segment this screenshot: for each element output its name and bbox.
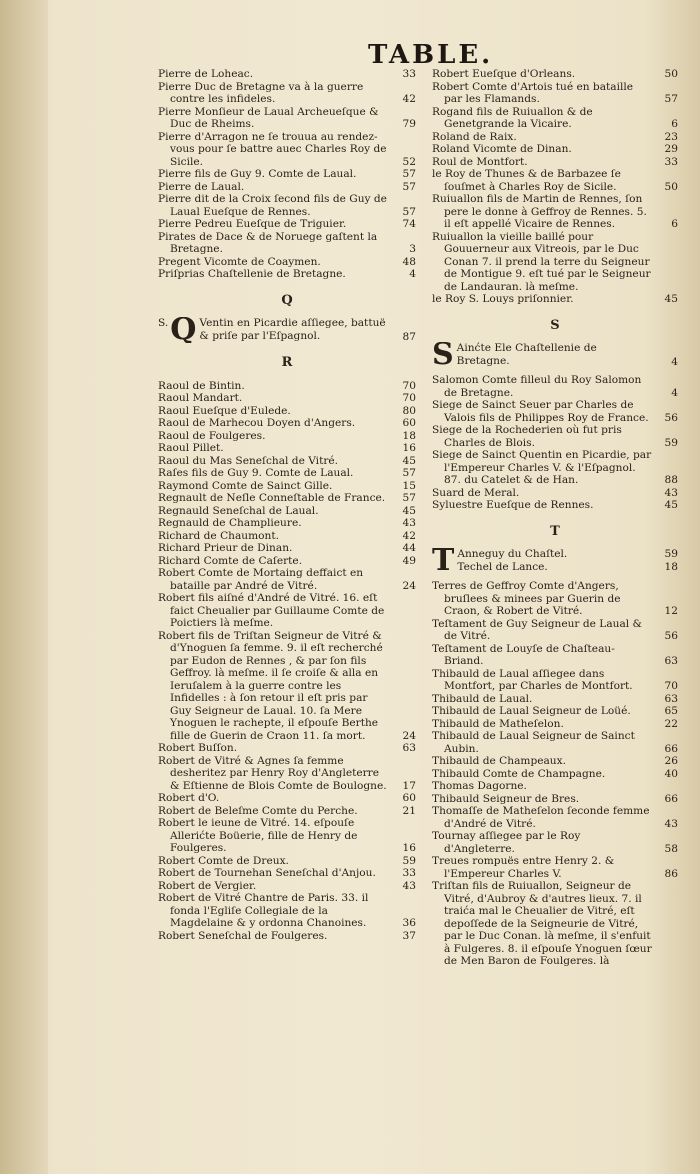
- entry-page: 6: [671, 218, 678, 230]
- entry-text: Robert de Vitré & Agnes ſa femme desheritez par Henry Roy d'Angleterre & Eſtienne de Blois Comte de Boulogne.: [158, 754, 387, 792]
- entry-row: [432, 561, 678, 574]
- entry-text: Raoul Eueſque d'Eulede.: [158, 404, 291, 417]
- entry-page: 18: [402, 429, 416, 442]
- index-entry: [158, 592, 416, 630]
- entry-text: Pierre fils de Guy 9. Comte de Laual.: [158, 168, 357, 180]
- entry-page: 18: [664, 560, 678, 573]
- entry-page: 12: [664, 605, 678, 617]
- index-entry: [432, 768, 678, 781]
- index-entry: [158, 892, 416, 930]
- entry-text: Thomaſſe de Matheſelon ſeconde femme d'André de Vitré.: [432, 805, 650, 830]
- index-entry: [432, 668, 678, 693]
- left-column: [158, 68, 416, 942]
- entry-text: Thomas Dagorne.: [432, 780, 527, 792]
- entry-text: Raoul de Bintin.: [158, 379, 245, 392]
- index-entry: [158, 442, 416, 455]
- entry-page: 33: [402, 867, 416, 879]
- entry-page: 48: [402, 255, 416, 268]
- entry-page: 63: [402, 742, 416, 754]
- entry-text: Terres de Geffroy Comte d'Angers, bruſlees & minees par Guerin de Craon, & Robert de Vitré.: [432, 580, 621, 617]
- index-entry: [158, 81, 416, 106]
- entry-page: 43: [402, 517, 416, 529]
- entry-page: 50: [664, 180, 678, 193]
- section-heading-q: Q: [281, 292, 293, 308]
- drop-cap-t: T: [432, 548, 455, 574]
- entry-page: 3: [409, 243, 416, 255]
- index-entry: [432, 81, 678, 106]
- index-entry: [432, 168, 678, 193]
- entry-page: 88: [664, 474, 678, 486]
- index-entry: [158, 392, 416, 405]
- entry-prefix: S.: [158, 317, 169, 329]
- entry-text: Thibauld Comte de Champagne.: [432, 767, 606, 780]
- entry-page: 57: [402, 492, 416, 504]
- section-heading-s: S: [550, 317, 560, 333]
- index-entry: [432, 106, 678, 131]
- index-entry: [432, 730, 678, 755]
- index-entry: [158, 218, 416, 231]
- index-entry: [158, 930, 416, 943]
- entry-text: Ainćte Ele Chaſtellenie de Bretagne.: [456, 342, 597, 367]
- entry-page: 6: [671, 118, 678, 130]
- entry-text: Roul de Montfort.: [432, 155, 528, 168]
- entry-page: 45: [664, 499, 678, 511]
- entry-text: Teſtament de Louyſe de Chaſteau-Briand.: [432, 642, 615, 667]
- entry-text: Pierre d'Arragon ne ſe trouua au rendez-vous pour ſe battre auec Charles Roy de Sicile.: [158, 130, 387, 168]
- index-entry: [158, 268, 416, 281]
- r-entries: [158, 380, 416, 943]
- entry-page: 57: [402, 205, 416, 218]
- index-entry: [432, 618, 678, 643]
- index-entry: [432, 399, 678, 424]
- index-entry: [432, 487, 678, 500]
- entry-page: 42: [402, 93, 416, 105]
- entry-text: Ruiuallon fils de Martin de Rennes, ſon pere le donne à Geffroy de Rennes. 5. il eſt appellé Vicaire de Rennes.: [432, 193, 647, 230]
- index-entry: [432, 231, 678, 294]
- index-entry: [158, 430, 416, 443]
- entry-page: 44: [402, 542, 416, 554]
- entry-page: 24: [402, 579, 416, 592]
- index-entry: [432, 643, 678, 668]
- index-entry: [158, 855, 416, 868]
- entry-text: Ventin en Picardie aſſiegee, battuë & priſe par l'Eſpagnol.: [199, 317, 386, 342]
- entry-text: Robert de Tournehan Seneſchal d'Anjou.: [158, 867, 376, 879]
- index-entry: [158, 256, 416, 269]
- entry-text: Siege de la Rochederien où fut pris Charles de Blois.: [432, 424, 622, 449]
- entry-text: Regnauld Seneſchal de Laual.: [158, 504, 319, 517]
- entry-page: 36: [402, 917, 416, 929]
- index-entry: [158, 68, 416, 81]
- entry-page: 70: [402, 392, 416, 404]
- entry-text: Robert de Vergier.: [158, 879, 257, 892]
- entry-page: 87: [402, 330, 416, 343]
- entry-text: Pierre de Loheac.: [158, 68, 254, 80]
- section-heading-r: R: [281, 355, 293, 370]
- entry-page: 17: [402, 779, 416, 792]
- entry-text: Robert Comte de Mortaing deffaict en bataille par André de Vitré.: [158, 567, 364, 592]
- index-entry: [158, 131, 416, 169]
- index-entry: [158, 517, 416, 530]
- entry-text: Thibauld de Laual Seigneur de Sainct Aubin.: [432, 730, 635, 755]
- index-entry: [158, 417, 416, 430]
- entry-text: Roland de Raix.: [432, 130, 517, 143]
- entry-text: Robert de Beleſme Comte du Perche.: [158, 804, 358, 817]
- index-entry: [158, 867, 416, 880]
- entry-text: Salomon Comte filleul du Roy Salomon de Bretagne.: [432, 374, 642, 399]
- entry-text: Pierre de Laual.: [158, 180, 245, 193]
- entry-page: 45: [402, 504, 416, 517]
- index-entry: [158, 168, 416, 181]
- index-entry: [158, 567, 416, 592]
- index-entry: [432, 793, 678, 806]
- index-entry: [432, 693, 678, 706]
- entry-page: 26: [664, 755, 678, 767]
- index-entry: [158, 630, 416, 743]
- entry-page: 49: [402, 554, 416, 567]
- entry-text: Raoul de Marhecou Doyen d'Angers.: [158, 417, 356, 429]
- entry-text: Siege de Sainct Seuer par Charles de Valois fils de Philippes Roy de France.: [432, 399, 649, 424]
- entry-text: Raoul du Mas Seneſchal de Vitré.: [158, 454, 339, 467]
- entry-page: 52: [402, 155, 416, 168]
- entry-text: Raſes fils de Guy 9. Comte de Laual.: [158, 467, 354, 479]
- entry-text: Robert Buſſon.: [158, 742, 238, 754]
- entry-text: Pierre Pedreu Eueſque de Triguier.: [158, 218, 347, 230]
- index-entry: [158, 106, 416, 131]
- entry-page: 45: [402, 454, 416, 467]
- entry-text: Siege de Sainct Quentin en Picardie, par l'Empereur Charles V. & l'Eſpagnol. 87. du Catelet & de Han.: [432, 449, 652, 486]
- index-entry: [158, 542, 416, 555]
- index-entry: [158, 455, 416, 468]
- entry-page: 43: [664, 486, 678, 499]
- entry-text: Raoul Mandart.: [158, 392, 243, 404]
- entry-text: Regnauld de Champlieure.: [158, 517, 302, 529]
- index-entry: [432, 156, 678, 169]
- index-entry: [158, 181, 416, 194]
- t-entries: [432, 580, 678, 968]
- entry-page: 79: [402, 118, 416, 130]
- index-entry: [432, 193, 678, 231]
- index-entry: [432, 424, 678, 449]
- entry-page: 59: [402, 854, 416, 867]
- entry-text: Robert de Vitré Chantre de Paris. 33. il fonda l'Egliſe Collegiale de la Magdelaine & y ordonna Chanoines.: [158, 892, 369, 929]
- entry-page: 33: [402, 68, 416, 80]
- index-entry: [432, 780, 678, 793]
- entry-text: Thibauld de Laual.: [432, 692, 533, 705]
- entry-page: 59: [664, 436, 678, 449]
- index-entry: [432, 880, 678, 968]
- entry-page: 80: [402, 404, 416, 417]
- entry-page: 43: [664, 817, 678, 830]
- entry-page: 70: [402, 379, 416, 392]
- entry-text: Pregent Vicomte de Coaymen.: [158, 255, 321, 268]
- entry-page: 37: [402, 929, 416, 942]
- index-entry: [158, 380, 416, 393]
- entry-page: 63: [664, 692, 678, 705]
- entry-text: Treues rompuës entre Henry 2. & l'Empereur Charles V.: [432, 855, 615, 880]
- entry-text: Thibauld de Matheſelon.: [432, 717, 564, 730]
- index-entry: [432, 580, 678, 618]
- drop-cap-q: Q: [170, 317, 197, 343]
- entry-text: Suard de Meral.: [432, 486, 520, 499]
- entry-text: Thibauld de Laual aſſiegee dans Montfort, par Charles de Montfort.: [432, 667, 633, 692]
- index-entry: [158, 193, 416, 218]
- index-entry: [158, 792, 416, 805]
- index-entry: [158, 742, 416, 755]
- entry-text: Thibauld de Laual Seigneur de Loüé.: [432, 705, 631, 717]
- entry-page: 60: [402, 417, 416, 429]
- entry-row: [432, 548, 678, 561]
- entry-text: Ruiuallon la vieille baillé pour Gouuerneur aux Vitreois, par le Duc Conan 7. il prend la terre du Seigneur de Montigue 9. eſt tué par le Seigneur de Landauran. là meſme.: [432, 230, 651, 293]
- entry-page: 50: [664, 68, 678, 80]
- entry-text: Raoul Pillet.: [158, 442, 224, 454]
- entry-page: 23: [664, 130, 678, 143]
- entry-page: 4: [409, 268, 416, 280]
- entry-text: Pierre Monſieur de Laual Archeueſque & Duc de Rheims.: [158, 105, 379, 130]
- entry-text: Thibauld de Champeaux.: [432, 755, 566, 767]
- entry-text: Priſprias Chaſtellenie de Bretagne.: [158, 268, 346, 280]
- entry-page: 57: [402, 180, 416, 193]
- entry-text: Robert Comte d'Artois tué en bataille par les Flamands.: [432, 80, 634, 105]
- entry-page: 60: [402, 792, 416, 804]
- index-entry: [158, 492, 416, 505]
- index-entry: [432, 68, 678, 81]
- entry-text: Richard Prieur de Dinan.: [158, 542, 293, 554]
- entry-text: Teſtament de Guy Seigneur de Laual & de Vitré.: [432, 617, 642, 642]
- index-entry: [158, 231, 416, 256]
- entry-page: 4: [671, 386, 678, 399]
- page-gutter: [0, 0, 48, 1174]
- entry-text: Robert fils aiſné d'André de Vitré. 16. eſt faict Cheualier par Guillaume Comte de Poictiers là meſme.: [158, 592, 385, 629]
- entry-text: le Roy S. Louys priſonnier.: [432, 293, 574, 305]
- entry-page: 43: [402, 879, 416, 892]
- entry-page: 58: [664, 842, 678, 855]
- entry-text: Richard de Chaumont.: [158, 529, 280, 542]
- entry-page: 29: [664, 143, 678, 155]
- index-entry: [432, 755, 678, 768]
- drop-cap-s: S: [432, 342, 454, 368]
- entry-text: Raymond Comte de Sainct Gille.: [158, 479, 333, 492]
- s-entries: [432, 374, 678, 512]
- entry-page: 24: [402, 729, 416, 742]
- entry-text: Robert d'O.: [158, 792, 220, 804]
- entry-text: Robert fils de Triſtan Seigneur de Vitré & d'Ynoguen ſa femme. 9. il eſt recherché par Eudon de Rennes , & par ſon fils Geffroy. là meſme. il ſe croiſe & alla en Ieruſalem à la guerre contre les Infidelles : à ſon retour il eſt pris par Guy Seigneur de Laual. 10. ſa Mere Ynoguen le rachepte, il eſpouſe Berthe fille de Guerin de Craon 11. ſa mort.: [158, 629, 383, 742]
- entry-page: 42: [402, 529, 416, 542]
- index-entry: [432, 449, 678, 487]
- entry-page: 40: [664, 767, 678, 780]
- index-entry: [432, 293, 678, 306]
- index-entry: [158, 555, 416, 568]
- index-entry: [432, 705, 678, 718]
- index-entry-s-first: [432, 342, 678, 368]
- entry-text: Rogand fils de Ruiuallon & de Genetgrande la Vicaire.: [432, 105, 593, 130]
- entry-text: Tournay aſſiegee par le Roy d'Angleterre.: [432, 830, 581, 855]
- index-entry: [432, 718, 678, 731]
- index-entry: [158, 505, 416, 518]
- index-entry: [432, 499, 678, 512]
- entry-text: Pierre dit de la Croix ſecond fils de Guy de Laual Eueſque de Rennes.: [158, 193, 387, 218]
- index-entry: [158, 405, 416, 418]
- index-entry: [158, 480, 416, 493]
- entry-text: le Roy de Thunes & de Barbazee ſe ſouſmet à Charles Roy de Sicile.: [432, 168, 621, 193]
- entry-text: Robert Comte de Dreux.: [158, 854, 289, 867]
- index-entry: [158, 530, 416, 543]
- entry-text: Robert Eueſque d'Orleans.: [432, 68, 576, 80]
- entry-page: 57: [402, 168, 416, 180]
- index-entry: [432, 143, 678, 156]
- index-entry: [432, 830, 678, 855]
- entry-page: 16: [402, 442, 416, 454]
- entry-text: Anneguy du Chaſtel.: [457, 548, 568, 560]
- entry-page: 33: [664, 155, 678, 168]
- entry-text: Thibauld Seigneur de Bres.: [432, 792, 580, 805]
- index-entry: [432, 374, 678, 399]
- entry-page: 86: [664, 867, 678, 880]
- page-title: TABLE.: [368, 40, 494, 70]
- entry-page: 16: [402, 842, 416, 854]
- entry-text: Triſtan fils de Ruiuallon, Seigneur de Vitré, d'Aubroy & d'autres lieux. 7. il traića mal le Cheualier de Vitré, eſt depoſſede de la Seigneurie de Vitré, par le Duc Conan. là meſme, il s'enfuit à Fulgeres. 8. il eſpouſe Ynoguen ſœur de Men Baron de Foulgeres. là: [432, 880, 652, 967]
- p-entries: [158, 68, 416, 281]
- entry-page: 45: [664, 293, 678, 305]
- index-entry: [158, 880, 416, 893]
- index-entry: [432, 805, 678, 830]
- entry-page: 56: [664, 411, 678, 424]
- entry-page: 57: [402, 467, 416, 479]
- entry-text: Pirates de Dace & de Noruege gaſtent la Bretagne.: [158, 230, 378, 255]
- entry-page: 70: [664, 680, 678, 692]
- entry-page: 21: [402, 804, 416, 817]
- entry-page: 66: [664, 742, 678, 755]
- entry-page: 15: [402, 479, 416, 492]
- entry-text: Raoul de Foulgeres.: [158, 429, 266, 442]
- index-entry: [432, 131, 678, 144]
- index-entry-t-first: [432, 548, 678, 574]
- index-entry: [158, 467, 416, 480]
- index-entry-q: [158, 317, 416, 343]
- section-heading-t: T: [550, 523, 560, 539]
- entry-page: 63: [664, 655, 678, 667]
- index-entry: [158, 817, 416, 855]
- r-continued-entries: [432, 68, 678, 306]
- entry-page: 59: [664, 548, 678, 560]
- index-entry: [432, 855, 678, 880]
- entry-text: Richard Comte de Caſerte.: [158, 554, 303, 567]
- entry-page: 4: [671, 355, 678, 368]
- index-entry: [158, 755, 416, 793]
- entry-text: Roland Vicomte de Dinan.: [432, 143, 572, 155]
- entry-text: Robert le ieune de Vitré. 14. eſpouſe Allerićte Boüerie, fille de Henry de Foulgeres.: [158, 817, 358, 854]
- index-entry: [158, 805, 416, 818]
- entry-page: 22: [664, 717, 678, 730]
- entry-page: 66: [664, 792, 678, 805]
- entry-page: 57: [664, 93, 678, 105]
- entry-text: Pierre Duc de Bretagne va à la guerre contre les infideles.: [158, 80, 364, 105]
- entry-text: Syluestre Eueſque de Rennes.: [432, 499, 594, 511]
- entry-text: Robert Seneſchal de Foulgeres.: [158, 929, 328, 942]
- entry-page: 56: [664, 630, 678, 642]
- entry-page: 74: [402, 218, 416, 230]
- right-column: [432, 68, 678, 968]
- entry-text: Techel de Lance.: [457, 560, 548, 573]
- entry-page: 65: [664, 705, 678, 717]
- entry-text: Regnault de Neſle Conneſtable de France.: [158, 492, 386, 504]
